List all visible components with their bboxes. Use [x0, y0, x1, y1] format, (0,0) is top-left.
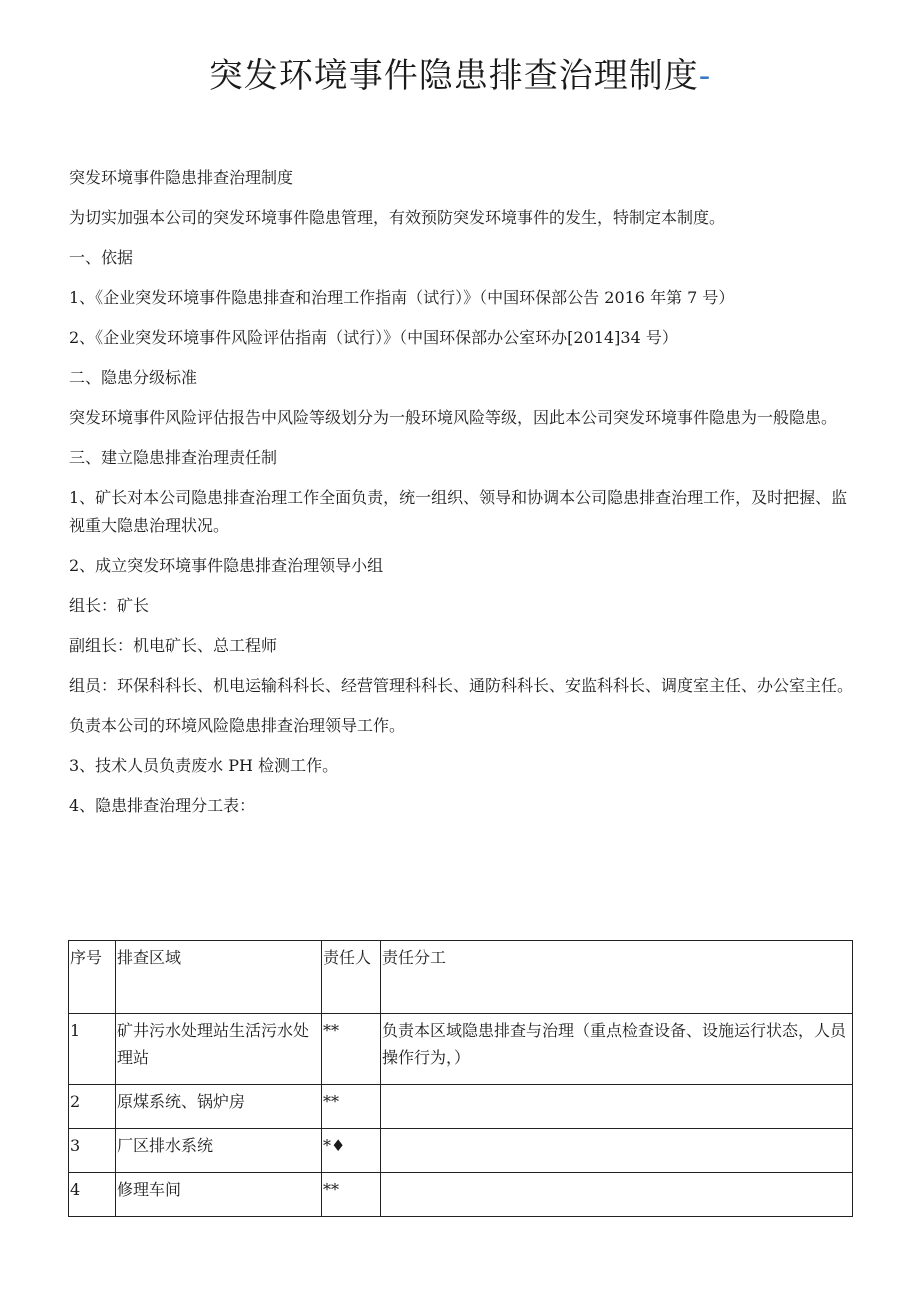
cell-area: 原煤系统、锅炉房 [116, 1085, 322, 1129]
cell-area: 矿井污水处理站生活污水处理站 [116, 1014, 322, 1085]
document-title-text: 突发环境事件隐患排查治理制度 [208, 56, 699, 96]
group-duty: 负责本公司的环境风险隐患排查治理领导工作。 [69, 716, 406, 735]
responsibility-item-2: 2、成立突发环境事件隐患排查治理领导小组 [69, 556, 384, 575]
responsibility-item-1: 1、矿长对本公司隐患排查治理工作全面负责，统一组织、领导和协调本公司隐患排查治理工作，及时把握、监视重大隐患治理状况。 [69, 488, 848, 535]
group-deputy-leader: 副组长：机电矿长、总工程师 [69, 636, 278, 655]
table-row [69, 1173, 853, 1217]
header-person: 责任人 [322, 941, 381, 1014]
basis-item-2: 2、《企业突发环境事件风险评估指南（试行）》（中国环保部办公室环办[2014]34 号） [69, 328, 678, 347]
table-row [69, 1014, 853, 1085]
cell-person: ** [322, 1085, 381, 1129]
cell-duty [381, 1173, 853, 1217]
cell-duty [381, 1129, 853, 1173]
table-row [69, 1085, 853, 1129]
table-row [69, 1129, 853, 1173]
group-members: 组员：环保科科长、机电运输科科长、经营管理科科长、通防科科长、安监科科长、调度室主任、办公室主任。 [69, 676, 854, 695]
cell-person: ** [322, 1173, 381, 1217]
cell-index: 2 [69, 1085, 116, 1129]
title-dash: - [698, 56, 712, 96]
header-area: 排查区域 [116, 941, 322, 1014]
group-leader: 组长：矿长 [69, 596, 150, 615]
document-title [0, 52, 920, 100]
header-index: 序号 [69, 941, 116, 1014]
document-body [69, 164, 855, 832]
table-header-row [69, 941, 853, 1014]
responsibility-item-4: 4、隐患排查治理分工表： [69, 796, 256, 815]
grading-paragraph: 突发环境事件风险评估报告中风险等级划分为一般环境风险等级，因此本公司突发环境事件隐患为一般隐患。 [69, 408, 838, 427]
basis-item-1: 1、《企业突发环境事件隐患排查和治理工作指南（试行）》（中国环保部公告 2016 年第 7 号） [69, 288, 735, 307]
header-duty: 责任分工 [381, 941, 853, 1014]
section-heading-basis: 一、依据 [69, 248, 134, 267]
cell-area: 厂区排水系统 [116, 1129, 322, 1173]
responsibility-item-3: 3、技术人员负责废水 PH 检测工作。 [69, 756, 339, 775]
cell-index: 4 [69, 1173, 116, 1217]
cell-duty [381, 1085, 853, 1129]
cell-index: 3 [69, 1129, 116, 1173]
subtitle-paragraph: 突发环境事件隐患排查治理制度 [69, 168, 294, 187]
cell-person: *♦ [322, 1129, 381, 1173]
cell-person: ** [322, 1014, 381, 1085]
division-table-container [68, 940, 852, 1217]
cell-index: 1 [69, 1014, 116, 1085]
section-heading-responsibility: 三、建立隐患排查治理责任制 [69, 448, 278, 467]
cell-area: 修理车间 [116, 1173, 322, 1217]
intro-paragraph: 为切实加强本公司的突发环境事件隐患管理，有效预防突发环境事件的发生，特制定本制度。 [69, 208, 726, 227]
section-heading-grading: 二、隐患分级标准 [69, 368, 198, 387]
division-table [68, 940, 853, 1217]
cell-duty: 负责本区域隐患排查与治理（重点检查设备、设施运行状态，人员操作行为，） [381, 1014, 853, 1085]
